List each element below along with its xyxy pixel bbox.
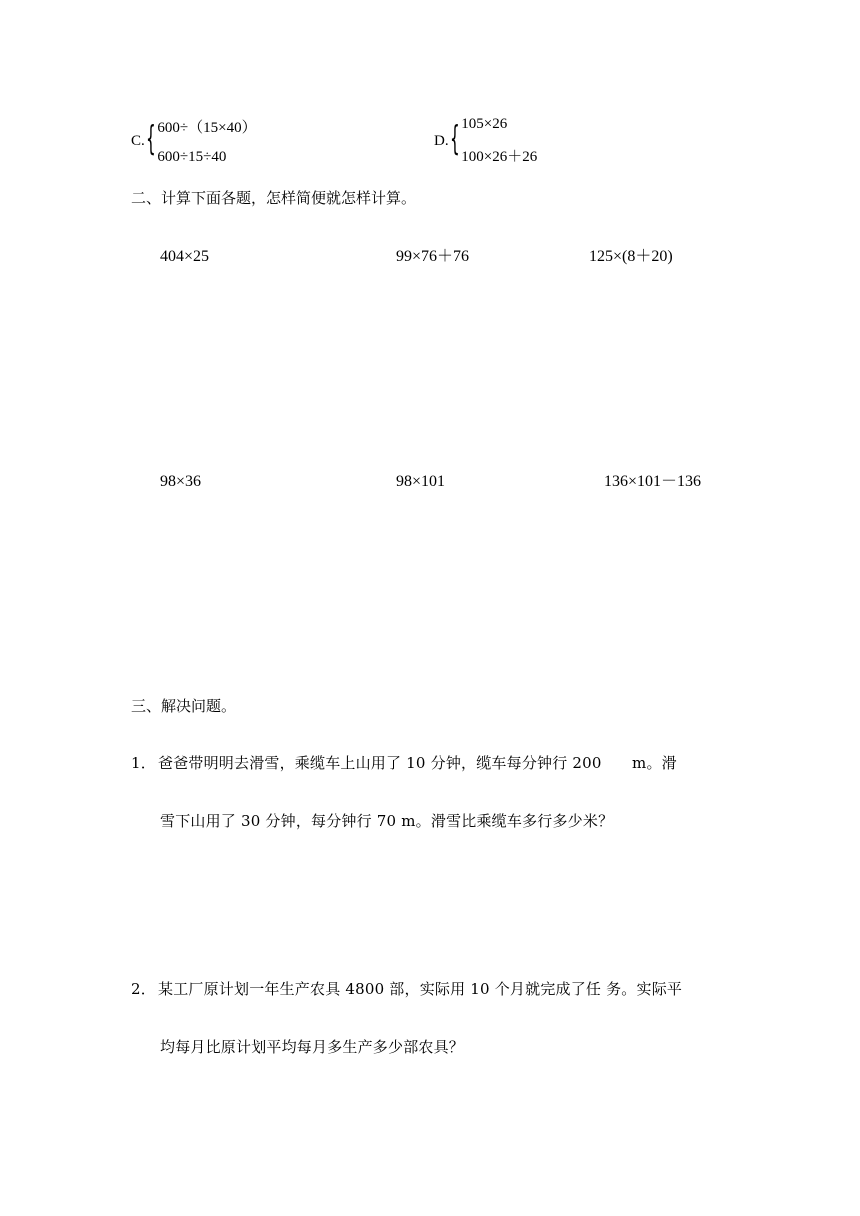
- section-2-title: 二、计算下面各题，怎样简便就怎样计算。: [131, 189, 417, 207]
- question-1-number: 1．: [131, 754, 156, 772]
- option-d-line-1: 105×26: [461, 116, 508, 132]
- option-d-label: D.: [434, 132, 449, 149]
- question-2-line-1: 某工厂原计划一年生产农具 4800 部，实际用 10 个月就完成了任 务。实际平: [158, 980, 683, 998]
- question-2-number: 2．: [131, 980, 156, 998]
- option-c-line-1: 600÷（15×40）: [157, 120, 257, 136]
- brace-icon: {: [449, 119, 460, 159]
- brace-icon: {: [145, 119, 156, 159]
- option-d: [434, 116, 537, 166]
- expression: 98×36: [160, 473, 202, 490]
- expression: 136×101－136: [604, 473, 702, 490]
- section-3-title: 三、解决问题。: [131, 697, 237, 715]
- expression: 98×101: [396, 473, 446, 490]
- option-d-lines: [461, 116, 537, 166]
- expression: 404×25: [160, 248, 210, 265]
- question-2-line-2: 均每月比原计划平均每月多生产多少部农具？: [160, 1038, 465, 1056]
- option-c-line-2: 600÷15÷40: [157, 149, 227, 165]
- expression: 99×76＋76: [396, 248, 470, 265]
- option-c: [131, 116, 257, 166]
- option-c-label: C.: [131, 132, 145, 149]
- question-1-line-1: 爸爸带明明去滑雪，乘缆车上山用了 10 分钟，缆车每分钟行 200 m。滑: [158, 754, 677, 772]
- option-c-lines: [157, 116, 256, 166]
- question-1-line-2: 雪下山用了 30 分钟，每分钟行 70 m。滑雪比乘缆车多行多少米？: [160, 812, 614, 830]
- expression: 125×(8＋20): [589, 248, 673, 265]
- option-d-line-2: 100×26＋26: [461, 149, 538, 165]
